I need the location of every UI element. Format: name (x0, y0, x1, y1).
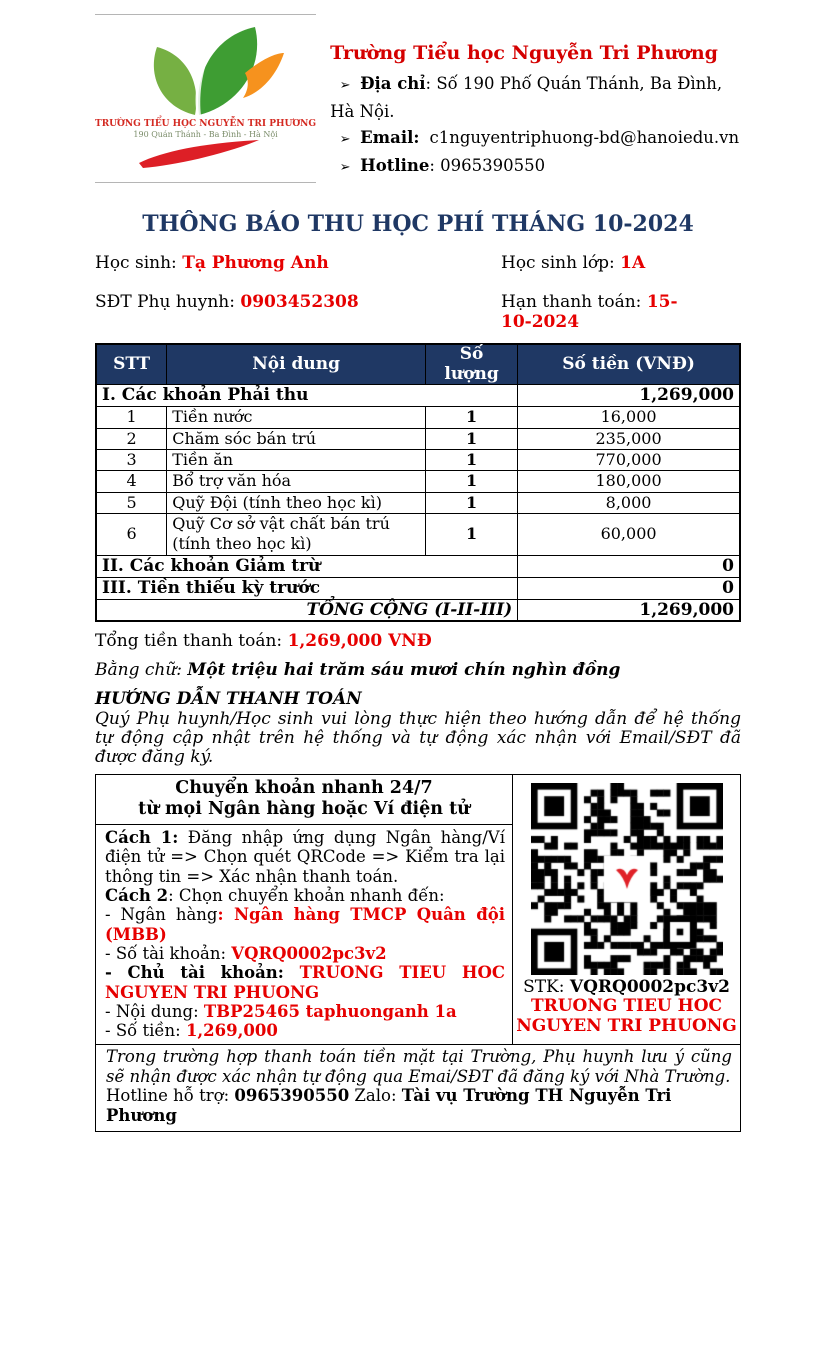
transfer-instructions (96, 825, 512, 1044)
section-label: I. Các khoản Phải thu (96, 385, 518, 407)
row-qty: 1 (426, 492, 518, 513)
row-amount: 770,000 (518, 449, 740, 470)
section-amount: 0 (518, 555, 740, 577)
section-amount: 0 (518, 577, 740, 599)
student-name-line (95, 253, 501, 273)
row-amount: 235,000 (518, 428, 740, 449)
memo-value: TBP25465 taphuonganh 1a (203, 1001, 457, 1021)
table-row (96, 471, 740, 492)
qr-holder-line2: NGUYEN TRI PHUONG (516, 1015, 737, 1036)
account-value: VQRQ0002pc3v2 (231, 943, 387, 963)
student-label: Học sinh: (95, 253, 183, 273)
section-label: II. Các khoản Giảm trừ (96, 555, 518, 577)
row-qty: 1 (426, 428, 518, 449)
holder-label: - Chủ tài khoản: (105, 963, 300, 983)
fee-table-header-row (96, 344, 740, 385)
address-value: : Số 190 Phố Quán Thánh, Ba Đình, Hà Nội. (330, 74, 723, 121)
support-line (106, 1086, 732, 1127)
total-payment-value: 1,269,000 VNĐ (287, 631, 432, 652)
row-stt: 3 (96, 449, 167, 470)
total-row (96, 600, 740, 622)
method1-label: Cách 1: (105, 828, 179, 848)
total-payment-label: Tổng tiền thanh toán: (95, 631, 288, 652)
method2-text: : Chọn chuyển khoản nhanh đến: (168, 886, 445, 906)
student-info (95, 253, 741, 332)
email-value: c1nguyentriphuong-bd@hanoiedu.vn (429, 128, 740, 147)
hotline-label: Hotline (360, 156, 430, 175)
row-stt: 6 (96, 513, 167, 555)
payment-guide-text: Quý Phụ huynh/Học sinh vui lòng thực hiện theo hướng dẫn để hệ thống tự động cập nhật trên hệ thống và tự động xác nhận với Email/SĐT đã được đăng ký. (95, 709, 741, 768)
school-info (316, 14, 741, 183)
row-amount: 16,000 (518, 407, 740, 428)
row-amount: 60,000 (518, 513, 740, 555)
row-stt: 1 (96, 407, 167, 428)
school-hotline-line (330, 153, 741, 181)
hotline-value: : 0965390550 (429, 156, 546, 175)
student-name: Tạ Phương Anh (182, 253, 329, 273)
section-amount: 1,269,000 (518, 385, 740, 407)
row-amount: 180,000 (518, 471, 740, 492)
row-stt: 4 (96, 471, 167, 492)
words-label: Bằng chữ: (95, 660, 188, 681)
arrow-bullet-icon: ➢ (339, 132, 351, 147)
support-label: Hotline hỗ trợ: (106, 1085, 235, 1105)
amount-label: - Số tiền: (105, 1021, 186, 1041)
row-qty: 1 (426, 471, 518, 492)
due-date: 15-10-2024 (501, 292, 678, 332)
fee-table (95, 343, 741, 622)
account-label: - Số tài khoản: (105, 943, 232, 963)
class-name: 1A (620, 253, 646, 273)
school-name: Trường Tiểu học Nguyễn Tri Phương (330, 42, 718, 64)
section-row-previous-balance (96, 577, 740, 599)
due-date-line (501, 292, 701, 332)
arrow-bullet-icon: ➢ (339, 160, 351, 175)
total-amount: 1,269,000 (518, 600, 740, 622)
row-name: Tiền nước (167, 407, 426, 428)
zalo-label: Zalo: (349, 1085, 402, 1105)
logo-school-address: 190 Quán Thánh - Ba Đình - Hà Nội (133, 130, 278, 139)
row-name: Tiền ăn (167, 449, 426, 470)
header-content: Nội dung (167, 344, 426, 385)
transfer-header (96, 775, 512, 825)
bank-label: - Ngân hàng (105, 905, 218, 925)
email-label: Email: (360, 128, 420, 147)
school-address-line (330, 71, 741, 125)
row-name: Quỹ Cơ sở vật chất bán trú (tính theo học kì) (167, 513, 426, 555)
holder-value: TRUONG TIEU HOC NGUYEN TRI PHUONG (105, 963, 505, 1002)
note-text: Trong trường hợp thanh toán tiền mặt tại Trường, Phụ huynh lưu ý cũng sẽ nhận được xác nhận tự động qua Emai/SĐT đã đăng ký với Nhà Trường. (106, 1047, 732, 1086)
payment-guide-title: HƯỚNG DẪN THANH TOÁN (95, 689, 362, 710)
table-row (96, 492, 740, 513)
table-row (96, 449, 740, 470)
parent-phone: 0903452308 (240, 292, 359, 312)
row-qty: 1 (426, 407, 518, 428)
stk-label: STK: (523, 977, 570, 998)
total-label: TỔNG CỘNG (I-II-III) (96, 600, 518, 622)
table-row (96, 513, 740, 555)
row-stt: 5 (96, 492, 167, 513)
payment-box (95, 774, 741, 1132)
address-label: Địa chỉ (360, 74, 426, 93)
arrow-bullet-icon: ➢ (339, 78, 351, 93)
due-label: Hạn thanh toán: (501, 292, 647, 312)
row-qty: 1 (426, 449, 518, 470)
row-name: Quỹ Đội (tính theo học kì) (167, 492, 426, 513)
school-email-line (330, 125, 741, 153)
notice-title: THÔNG BÁO THU HỌC PHÍ THÁNG 10-2024 (142, 211, 694, 237)
method1-text: Đăng nhập ứng dụng Ngân hàng/Ví điện tử => Chọn quét QRCode => Kiểm tra lại thông tin => Xác nhận thanh toán. (105, 828, 506, 886)
class-line (501, 253, 701, 273)
row-name: Chăm sóc bán trú (167, 428, 426, 449)
school-logo (95, 14, 316, 183)
header-stt: STT (96, 344, 167, 385)
transfer-header-line1: Chuyển khoản nhanh 24/7 (175, 778, 433, 799)
transfer-header-line2: từ mọi Ngân hàng hoặc Ví điện tử (138, 799, 470, 820)
stk-line (513, 977, 740, 997)
section-label: III. Tiền thiếu kỳ trước (96, 577, 518, 599)
logo-leaves-icon (121, 21, 291, 117)
amount-value: 1,269,000 (185, 1021, 278, 1041)
section-row-receivables (96, 385, 740, 407)
support-phone: 0965390550 (234, 1085, 350, 1105)
method2-label: Cách 2 (105, 886, 169, 906)
row-stt: 2 (96, 428, 167, 449)
amount-in-words-line (95, 660, 741, 680)
row-qty: 1 (426, 513, 518, 555)
words-value: Một triệu hai trăm sáu mươi chín nghìn đồng (187, 660, 621, 681)
section-row-deductions (96, 555, 740, 577)
header-qty: Số lượng (426, 344, 518, 385)
total-payment-line (95, 631, 741, 651)
qr-code (531, 783, 723, 975)
memo-label: - Nội dung: (105, 1001, 204, 1021)
logo-school-name: TRƯỜNG TIỂU HỌC NGUYỄN TRI PHƯƠNG (95, 119, 317, 129)
bank-value: : Ngân hàng TMCP Quân đội (MBB) (105, 905, 505, 944)
row-name: Bổ trợ văn hóa (167, 471, 426, 492)
parent-phone-line (95, 292, 501, 312)
table-row (96, 428, 740, 449)
cash-payment-note (96, 1044, 740, 1131)
class-label: Học sinh lớp: (501, 253, 621, 273)
zalo-value: Tài vụ Trường TH Nguyễn Tri Phương (106, 1085, 672, 1126)
row-amount: 8,000 (518, 492, 740, 513)
qr-holder-line1: TRUONG TIEU HOC (530, 996, 723, 1017)
qr-panel (513, 775, 740, 1044)
logo-swoosh-icon (121, 139, 291, 169)
table-row (96, 407, 740, 428)
header-amount: Số tiền (VNĐ) (518, 344, 740, 385)
parent-phone-label: SĐT Phụ huynh: (95, 292, 241, 312)
stk-value: VQRQ0002pc3v2 (569, 977, 730, 998)
header (95, 14, 741, 183)
